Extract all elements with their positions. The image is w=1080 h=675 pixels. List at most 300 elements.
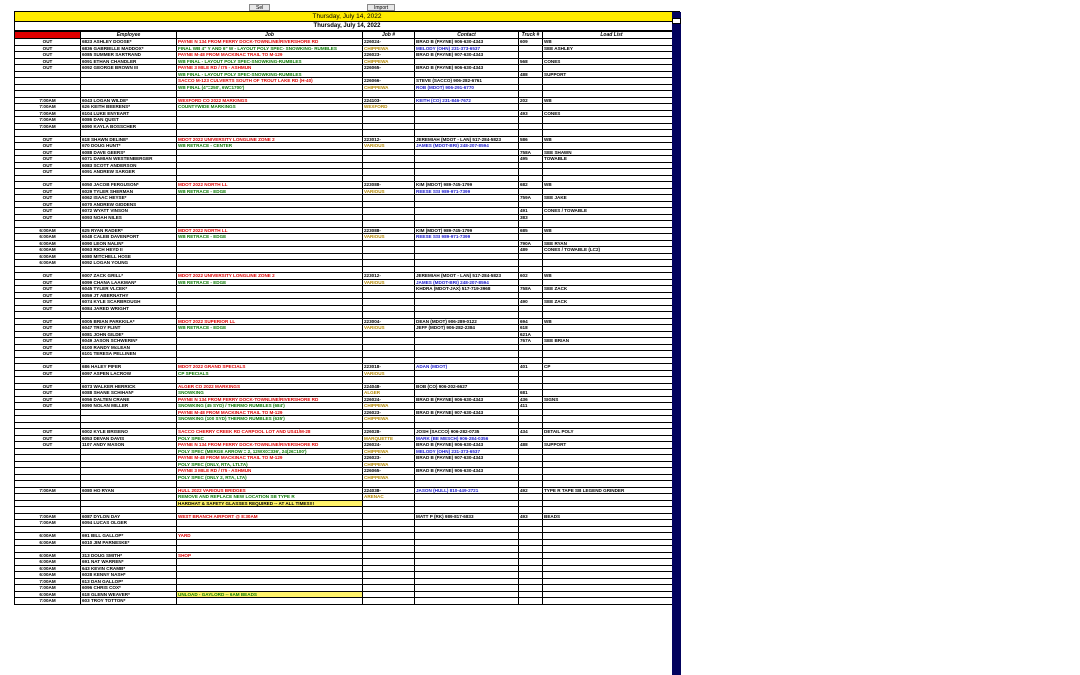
- time-cell[interactable]: OUT: [15, 396, 81, 403]
- job-cell[interactable]: PAYNE M-48 FROM MACKINAC TRAIL TO M-129: [177, 455, 363, 462]
- contact-cell[interactable]: JEREMIAH (MDOT - LAN) 517-284-5823: [415, 273, 519, 280]
- time-cell[interactable]: OUT: [15, 201, 81, 208]
- contact-cell[interactable]: BRAD B (PAYNE) 906-630-4343: [415, 39, 519, 46]
- employee-cell[interactable]: 643 KEVIN CRAMB*: [81, 565, 177, 572]
- time-cell[interactable]: OUT: [15, 403, 81, 410]
- job-number-cell[interactable]: 226028-: [363, 429, 415, 436]
- load-list-cell[interactable]: SEE ASHLEY: [543, 45, 681, 52]
- truck-cell[interactable]: 767A: [519, 338, 543, 345]
- time-cell[interactable]: OUT: [15, 169, 81, 176]
- employee-cell[interactable]: 6073 WALKER HERRICK: [81, 383, 177, 390]
- time-cell[interactable]: 6:00AM: [15, 247, 81, 254]
- job-number-cell[interactable]: CHIPPEWA: [363, 416, 415, 423]
- job-cell[interactable]: COUNTYWIDE MARKINGS: [177, 104, 363, 111]
- time-cell[interactable]: 6:00AM: [15, 565, 81, 572]
- employee-cell[interactable]: 618 SHAWN DELINE*: [81, 136, 177, 143]
- time-cell[interactable]: OUT: [15, 299, 81, 306]
- time-cell[interactable]: OUT: [15, 442, 81, 449]
- employee-cell[interactable]: 6099 CHANA LAAKMAN*: [81, 279, 177, 286]
- truck-cell[interactable]: 411: [519, 403, 543, 410]
- load-list-cell[interactable]: SEE ZACK: [543, 299, 681, 306]
- contact-cell[interactable]: BRAD B (PAYNE) 906-630-4343: [415, 396, 519, 403]
- time-cell[interactable]: 7:00AM: [15, 97, 81, 104]
- contact-cell[interactable]: BRAD B (PAYNE) 907-630-4343: [415, 409, 519, 416]
- truck-cell[interactable]: 493: [519, 110, 543, 117]
- load-list-cell[interactable]: BEADS: [543, 513, 681, 520]
- contact-cell[interactable]: JOSH (SACCO) 906-282-0735: [415, 429, 519, 436]
- contact-cell[interactable]: KEITH (CO) 231-846-7672: [415, 97, 519, 104]
- contact-cell[interactable]: KIM (MDOT) 989-745-1799: [415, 227, 519, 234]
- employee-cell[interactable]: 6097 ASPEN LACROW: [81, 370, 177, 377]
- time-cell[interactable]: 7:00AM: [15, 123, 81, 130]
- employee-cell[interactable]: 6090 KAYLA BOSSCHER: [81, 123, 177, 130]
- truck-cell[interactable]: 758A: [519, 149, 543, 156]
- job-number-cell[interactable]: CHIPPEWA: [363, 448, 415, 455]
- job-number-cell[interactable]: 226024-: [363, 39, 415, 46]
- time-cell[interactable]: 6:00AM: [15, 260, 81, 267]
- job-cell[interactable]: PAYNE N 134 FROM FERRY DOCK-TOWNLINE/RIVERSHORE RD: [177, 396, 363, 403]
- time-cell[interactable]: OUT: [15, 370, 81, 377]
- time-cell[interactable]: OUT: [15, 188, 81, 195]
- time-cell[interactable]: OUT: [15, 208, 81, 215]
- truck-cell[interactable]: 488: [519, 442, 543, 449]
- load-list-cell[interactable]: WB: [543, 318, 681, 325]
- job-number-cell[interactable]: 224103-: [363, 97, 415, 104]
- contact-cell[interactable]: STEVE (SACCO) 906-282-6761: [415, 78, 519, 85]
- contact-cell[interactable]: BRAD B (PAYNE) 907-630-4343: [415, 455, 519, 462]
- job-cell[interactable]: WEXFORD CO 2022 MARKINGS: [177, 97, 363, 104]
- time-cell[interactable]: OUT: [15, 162, 81, 169]
- time-cell[interactable]: OUT: [15, 383, 81, 390]
- job-number-cell[interactable]: CHIPPEWA: [363, 84, 415, 91]
- load-list-cell[interactable]: WB: [543, 273, 681, 280]
- load-list-cell[interactable]: DETAIL POLY: [543, 429, 681, 436]
- time-cell[interactable]: OUT: [15, 136, 81, 143]
- employee-cell[interactable]: 6049 JASON SCHWERIN*: [81, 338, 177, 345]
- job-cell[interactable]: WB RETRACE - EDGE: [177, 279, 363, 286]
- job-number-cell[interactable]: CHIPPEWA: [363, 474, 415, 481]
- job-number-cell[interactable]: CHIPPEWA: [363, 45, 415, 52]
- load-list-cell[interactable]: SEE JAKE: [543, 195, 681, 202]
- job-cell[interactable]: POLY SPEC: [177, 435, 363, 442]
- employee-cell[interactable]: 6029 TYLER SHERMAN: [81, 188, 177, 195]
- load-list-cell[interactable]: WB: [543, 227, 681, 234]
- load-list-cell[interactable]: CP: [543, 364, 681, 371]
- job-cell[interactable]: MDOT 2022 NORTH LL: [177, 182, 363, 189]
- time-cell[interactable]: 6:00AM: [15, 552, 81, 559]
- contact-cell[interactable]: KIM (MDOT) 989-745-1799: [415, 182, 519, 189]
- time-cell[interactable]: OUT: [15, 390, 81, 397]
- employee-cell[interactable]: 6045 TYLER VLCEK*: [81, 286, 177, 293]
- employee-cell[interactable]: 6100 RANDY McLEAN: [81, 344, 177, 351]
- time-cell[interactable]: 7:00AM: [15, 110, 81, 117]
- job-cell[interactable]: PAYNE M-48 FROM MACKINAC TRAIL TO M-129: [177, 52, 363, 59]
- truck-cell[interactable]: 790A: [519, 240, 543, 247]
- job-cell[interactable]: SNOWKING (45 SYD) / THERMO RUMBLES (684'): [177, 403, 363, 410]
- job-number-cell[interactable]: 226023-: [363, 455, 415, 462]
- contact-cell[interactable]: [415, 598, 519, 605]
- truck-cell[interactable]: 491: [519, 208, 543, 215]
- time-cell[interactable]: OUT: [15, 58, 81, 65]
- job-cell[interactable]: MDOT 2022 UNIVERSITY LONGLINE ZONE 2: [177, 273, 363, 280]
- time-cell[interactable]: 6:00AM: [15, 539, 81, 546]
- truck-cell[interactable]: 434: [519, 429, 543, 436]
- time-cell[interactable]: 6:00AM: [15, 572, 81, 579]
- time-cell[interactable]: 6:00AM: [15, 591, 81, 598]
- load-list-cell[interactable]: SUPPORT: [543, 71, 681, 78]
- truck-cell[interactable]: 489: [519, 247, 543, 254]
- time-cell[interactable]: 6:00AM: [15, 234, 81, 241]
- contact-cell[interactable]: JAMES (MDOT-BRI) 248-207-8594: [415, 143, 519, 150]
- truck-cell[interactable]: [519, 598, 543, 605]
- contact-cell[interactable]: JAMES (MDOT-BRI) 248-207-8594: [415, 279, 519, 286]
- contact-cell[interactable]: REESE SSI 989-971-7399: [415, 234, 519, 241]
- truck-cell[interactable]: 436: [519, 396, 543, 403]
- employee-cell[interactable]: 6101 TERESA PELLINEN: [81, 351, 177, 358]
- time-cell[interactable]: 7:00AM: [15, 578, 81, 585]
- load-list-cell[interactable]: WB: [543, 136, 681, 143]
- employee-cell[interactable]: 6070 ANDREW GIDDENS: [81, 201, 177, 208]
- employee-cell[interactable]: 6080 MITCHELL HOSE: [81, 253, 177, 260]
- contact-cell[interactable]: ADAN (MDOT): [415, 364, 519, 371]
- contact-cell[interactable]: JASON (HULL) 810-449-2721: [415, 487, 519, 494]
- job-number-cell[interactable]: 226066-: [363, 78, 415, 85]
- employee-cell[interactable]: 6043 LOGAN WILDE*: [81, 97, 177, 104]
- truck-cell[interactable]: 694: [519, 318, 543, 325]
- employee-cell[interactable]: 6063 RICH HEYD II: [81, 247, 177, 254]
- job-cell[interactable]: PAYNE N 134 FROM FERRY DOCK-TOWNLINE/RIVERSHORE RD: [177, 442, 363, 449]
- truck-cell[interactable]: 401: [519, 364, 543, 371]
- contact-cell[interactable]: JEREMIAH (MDOT - LAN) 517-284-5823: [415, 136, 519, 143]
- job-number-cell[interactable]: ARENAC: [363, 494, 415, 501]
- load-list-cell[interactable]: TOWABLE: [543, 156, 681, 163]
- job-number-cell[interactable]: WEXFORD: [363, 104, 415, 111]
- time-cell[interactable]: OUT: [15, 45, 81, 52]
- truck-cell[interactable]: 682: [519, 182, 543, 189]
- job-number-cell[interactable]: 223018-: [363, 364, 415, 371]
- job-cell[interactable]: ALGER CO 2022 MARKINGS: [177, 383, 363, 390]
- employee-cell[interactable]: 626 KEITH BEERENS*: [81, 104, 177, 111]
- employee-cell[interactable]: 6053 DEVAN DAVIS: [81, 435, 177, 442]
- employee-cell[interactable]: 6086 DAN QUIST: [81, 117, 177, 124]
- employee-cell[interactable]: 6007 ZACK GRILL*: [81, 273, 177, 280]
- time-cell[interactable]: 6:00AM: [15, 253, 81, 260]
- contact-cell[interactable]: KHDRA (MDOT-JAX) 517-719-3968: [415, 286, 519, 293]
- load-list-cell[interactable]: WB: [543, 97, 681, 104]
- job-cell[interactable]: HARDHAT & SAFETY GLASSES REQUIRED -- AT ALL TIMES!!!: [177, 500, 363, 507]
- truck-cell[interactable]: 586: [519, 136, 543, 143]
- employee-cell[interactable]: 625 RYAN RADER*: [81, 227, 177, 234]
- employee-cell[interactable]: 6104 LUKE ENYEART: [81, 110, 177, 117]
- employee-cell[interactable]: 6084 JARED WRIGHT: [81, 305, 177, 312]
- job-cell[interactable]: WB RETRACE - EDGE: [177, 188, 363, 195]
- contact-cell[interactable]: MATT P (RK) 989-817-6833: [415, 513, 519, 520]
- truck-cell[interactable]: 609: [519, 39, 543, 46]
- job-number-cell[interactable]: CHIPPEWA: [363, 58, 415, 65]
- truck-cell[interactable]: 488: [519, 71, 543, 78]
- job-number-cell[interactable]: 226065-: [363, 65, 415, 72]
- job-cell[interactable]: SNOWKING (100 SYD) THERMO RUMBLES (635'): [177, 416, 363, 423]
- job-number-cell[interactable]: 226065-: [363, 468, 415, 475]
- job-cell[interactable]: WB FINAL (4"=250', 6W=1700'): [177, 84, 363, 91]
- time-cell[interactable]: 6:00AM: [15, 240, 81, 247]
- time-cell[interactable]: OUT: [15, 195, 81, 202]
- employee-cell[interactable]: 6092 LOGAN YOUNG: [81, 260, 177, 267]
- truck-cell[interactable]: 681: [519, 390, 543, 397]
- employee-cell[interactable]: 6091 ETHAN CHANDLER: [81, 58, 177, 65]
- employee-cell[interactable]: 670 DOUG HUNT*: [81, 143, 177, 150]
- job-number-cell[interactable]: 223088-: [363, 182, 415, 189]
- employee-cell[interactable]: 6823 ASHLEY DOOSE*: [81, 39, 177, 46]
- truck-cell[interactable]: 495: [519, 156, 543, 163]
- job-cell[interactable]: WB FINAL - LAYOUT POLY SPEC-SNOWKING-RUMBLES: [177, 71, 363, 78]
- time-cell[interactable]: OUT: [15, 351, 81, 358]
- job-cell[interactable]: MDOT 2022 NORTH LL: [177, 227, 363, 234]
- time-cell[interactable]: OUT: [15, 435, 81, 442]
- contact-cell[interactable]: DEAN (MDOT) 906-289-0122: [415, 318, 519, 325]
- time-cell[interactable]: OUT: [15, 286, 81, 293]
- contact-cell[interactable]: BRAD B (PAYNE) 906-630-4343: [415, 65, 519, 72]
- time-cell[interactable]: OUT: [15, 143, 81, 150]
- load-list-cell[interactable]: CONES / TOWABLE (LC2): [543, 247, 681, 254]
- truck-cell[interactable]: 493: [519, 513, 543, 520]
- employee-cell[interactable]: 6074 KYLE SCARBROUGH: [81, 299, 177, 306]
- employee-cell[interactable]: 6010 JIM PARNESKE*: [81, 539, 177, 546]
- job-number-cell[interactable]: VARIOUS: [363, 325, 415, 332]
- employee-cell[interactable]: 6087 DYLON DAY: [81, 513, 177, 520]
- load-list-cell[interactable]: SEE BRIAN: [543, 338, 681, 345]
- employee-cell[interactable]: 6090 NOLAN MILLER: [81, 403, 177, 410]
- truck-cell[interactable]: 618: [519, 325, 543, 332]
- truck-cell[interactable]: 490: [519, 299, 543, 306]
- load-list-cell[interactable]: SEE SHAWN: [543, 149, 681, 156]
- job-cell[interactable]: POLY SPEC (ONLY, RTA, LTLTA): [177, 461, 363, 468]
- employee-cell[interactable]: 6094 LUCAS OLGER: [81, 520, 177, 527]
- employee-cell[interactable]: 603 TROY TOTTON*: [81, 598, 177, 605]
- employee-cell[interactable]: 691 NAT WARREN*: [81, 559, 177, 566]
- time-cell[interactable]: OUT: [15, 331, 81, 338]
- employee-cell[interactable]: 686 HALEY PIFER: [81, 364, 177, 371]
- time-cell[interactable]: 7:00AM: [15, 520, 81, 527]
- employee-cell[interactable]: 6005 BRIAN PARKKILA*: [81, 318, 177, 325]
- job-cell[interactable]: WB FINAL - LAYOUT POLY SPEC-SNOWKING-RUMBLES: [177, 58, 363, 65]
- employee-cell[interactable]: 691 BILL GALLOP*: [81, 533, 177, 540]
- job-number-cell[interactable]: 224048-: [363, 383, 415, 390]
- employee-cell[interactable]: 6096 CHRIS COX*: [81, 585, 177, 592]
- employee-cell[interactable]: 6028 KENNY NASH*: [81, 572, 177, 579]
- contact-cell[interactable]: ROB (MDOT) 906-291-6770: [415, 84, 519, 91]
- time-cell[interactable]: OUT: [15, 149, 81, 156]
- job-number-cell[interactable]: [363, 598, 415, 605]
- load-list-cell[interactable]: SUPPORT: [543, 442, 681, 449]
- job-cell[interactable]: PAYNE M-48 FROM MACKINAC TRAIL TO M-129: [177, 409, 363, 416]
- time-cell[interactable]: OUT: [15, 182, 81, 189]
- job-cell[interactable]: [177, 598, 363, 605]
- job-cell[interactable]: SNOWKING: [177, 390, 363, 397]
- truck-cell[interactable]: 621A: [519, 331, 543, 338]
- employee-cell[interactable]: 6092 GEORGE BROWN III: [81, 65, 177, 72]
- job-cell[interactable]: WB RETRACE - EDGE: [177, 234, 363, 241]
- table-row[interactable]: [15, 598, 681, 605]
- job-cell[interactable]: PAYNE 3 MILE RD / I75 - ASHMUN: [177, 65, 363, 72]
- job-cell[interactable]: UNLOAD - GAYLORD -- 6AM BEADS: [177, 591, 363, 598]
- job-number-cell[interactable]: 226024-: [363, 396, 415, 403]
- job-cell[interactable]: MDOT 2022 GRAND SPECIALS: [177, 364, 363, 371]
- contact-cell[interactable]: MARK (BE MESCH) 906-284-0356: [415, 435, 519, 442]
- scrollbar[interactable]: [672, 12, 681, 675]
- time-cell[interactable]: 7:00AM: [15, 117, 81, 124]
- job-number-cell[interactable]: 223012-: [363, 273, 415, 280]
- job-number-cell[interactable]: CHIPPEWA: [363, 461, 415, 468]
- time-cell[interactable]: OUT: [15, 156, 81, 163]
- employee-cell[interactable]: 6056 DALTEN CRANE: [81, 396, 177, 403]
- contact-cell[interactable]: MELODY (OHN) 231-373-6537: [415, 45, 519, 52]
- time-cell[interactable]: 7:00AM: [15, 585, 81, 592]
- time-cell[interactable]: 6:00AM: [15, 559, 81, 566]
- job-number-cell[interactable]: VARIOUS: [363, 143, 415, 150]
- job-cell[interactable]: WB RETRACE - EDGE: [177, 325, 363, 332]
- job-number-cell[interactable]: 223012-: [363, 136, 415, 143]
- employee-cell[interactable]: 6088 SHANE SCHIHAN*: [81, 390, 177, 397]
- job-cell[interactable]: POLY SPEC (ONLY 2, RTA, LTA): [177, 474, 363, 481]
- job-number-cell[interactable]: 226024-: [363, 442, 415, 449]
- truck-cell[interactable]: 202: [519, 97, 543, 104]
- job-number-cell[interactable]: VARIOUS: [363, 234, 415, 241]
- job-cell[interactable]: MDOT 2022 SUPERIOR LL: [177, 318, 363, 325]
- time-cell[interactable]: OUT: [15, 429, 81, 436]
- employee-cell[interactable]: 6047 TROY FLINT: [81, 325, 177, 332]
- employee-cell[interactable]: 6081 JOHN GILDE*: [81, 331, 177, 338]
- job-number-cell[interactable]: VARIOUS: [363, 188, 415, 195]
- employee-cell[interactable]: 6072 WYATT VINSON: [81, 208, 177, 215]
- job-cell[interactable]: POLY SPEC (MERGE ARROW = 2, 12WX0=336', 24(26=100'): [177, 448, 363, 455]
- job-cell[interactable]: WB RETRACE - CENTER: [177, 143, 363, 150]
- time-cell[interactable]: OUT: [15, 292, 81, 299]
- contact-cell[interactable]: MELODY (OHN) 231-373-6537: [415, 448, 519, 455]
- import-button[interactable]: Import: [367, 4, 395, 11]
- truck-cell[interactable]: 685: [519, 227, 543, 234]
- employee-cell[interactable]: 313 DOUG SMITH*: [81, 552, 177, 559]
- employee-cell[interactable]: 6048 CALEB DAVENPORT: [81, 234, 177, 241]
- sel-button[interactable]: Sel: [249, 4, 270, 11]
- contact-cell[interactable]: BOB (CO) 906-202-6627: [415, 383, 519, 390]
- job-number-cell[interactable]: VARIOUS: [363, 279, 415, 286]
- employee-cell[interactable]: 6080 HO RYAN: [81, 487, 177, 494]
- job-cell[interactable]: PAYNE 3 MILE RD / I75 - ASHMUN: [177, 468, 363, 475]
- employee-cell[interactable]: 6090 LEON NALIN*: [81, 240, 177, 247]
- time-cell[interactable]: OUT: [15, 344, 81, 351]
- time-cell[interactable]: OUT: [15, 305, 81, 312]
- employee-cell[interactable]: 6083 SCOTT ANDERSON: [81, 162, 177, 169]
- contact-cell[interactable]: BRAD B (PAYNE) 906-630-4343: [415, 468, 519, 475]
- job-number-cell[interactable]: 224038-: [363, 487, 415, 494]
- time-cell[interactable]: 7:00AM: [15, 104, 81, 111]
- truck-cell[interactable]: 758A: [519, 286, 543, 293]
- employee-cell[interactable]: 6059 JT ABERNATHY: [81, 292, 177, 299]
- job-cell[interactable]: YARD: [177, 533, 363, 540]
- time-cell[interactable]: 6:00AM: [15, 533, 81, 540]
- load-list-cell[interactable]: WB: [543, 182, 681, 189]
- job-number-cell[interactable]: 226023-: [363, 52, 415, 59]
- time-cell[interactable]: OUT: [15, 65, 81, 72]
- job-cell[interactable]: FINAL WB 4" Y AND 6" W - LAYOUT POLY SPEC- SNOWKING- RUMBLES: [177, 45, 363, 52]
- time-cell[interactable]: 7:00AM: [15, 598, 81, 605]
- employee-cell[interactable]: 6050 JACOB FERGUSON*: [81, 182, 177, 189]
- job-cell[interactable]: SACCO CHERRY CREEK RD CARPOOL LOT AND US41/M-28: [177, 429, 363, 436]
- load-list-cell[interactable]: [543, 598, 681, 605]
- time-cell[interactable]: OUT: [15, 364, 81, 371]
- contact-cell[interactable]: JEFF (MDOT) 906-282-2384: [415, 325, 519, 332]
- time-cell[interactable]: OUT: [15, 214, 81, 221]
- contact-cell[interactable]: BRAD B (PAYNE) 907-630-4343: [415, 52, 519, 59]
- time-cell[interactable]: OUT: [15, 52, 81, 59]
- scroll-thumb[interactable]: [672, 18, 681, 24]
- job-number-cell[interactable]: ALGER: [363, 390, 415, 397]
- employee-cell[interactable]: 6093 NOAH NILES: [81, 214, 177, 221]
- contact-cell[interactable]: REESE SSI 989-971-7399: [415, 188, 519, 195]
- time-cell[interactable]: OUT: [15, 318, 81, 325]
- job-cell[interactable]: WEST BRANCH AIRPORT @ 8:30AM: [177, 513, 363, 520]
- employee-cell[interactable]: 6071 DAMIAN WESTENBERGER: [81, 156, 177, 163]
- job-number-cell[interactable]: VARIOUS: [363, 370, 415, 377]
- load-list-cell[interactable]: CONES: [543, 58, 681, 65]
- job-cell[interactable]: PAYNE N 134 FROM FERRY DOCK-TOWNLINE/RIVERSHORE RD: [177, 39, 363, 46]
- load-list-cell[interactable]: CONES: [543, 110, 681, 117]
- load-list-cell[interactable]: SEE RYAN: [543, 240, 681, 247]
- load-list-cell[interactable]: SIGNS: [543, 396, 681, 403]
- truck-cell[interactable]: 383: [519, 214, 543, 221]
- employee-cell[interactable]: 6002 KYLE BRISENO: [81, 429, 177, 436]
- employee-cell[interactable]: 6836 GABRIELLE MADDOX*: [81, 45, 177, 52]
- contact-cell[interactable]: BRAD B (PAYNE) 906-630-4343: [415, 442, 519, 449]
- job-cell[interactable]: REMOVE AND REPLACE NEW LOCATION SB TYPE R: [177, 494, 363, 501]
- truck-cell[interactable]: 602: [519, 273, 543, 280]
- time-cell[interactable]: OUT: [15, 325, 81, 332]
- time-cell[interactable]: OUT: [15, 39, 81, 46]
- job-cell[interactable]: SHOP: [177, 552, 363, 559]
- load-list-cell[interactable]: WB: [543, 39, 681, 46]
- truck-cell[interactable]: 759A: [519, 195, 543, 202]
- load-list-cell[interactable]: SEE ZACK: [543, 286, 681, 293]
- employee-cell[interactable]: 6091 ANDREW SARGER: [81, 169, 177, 176]
- employee-cell[interactable]: 6085 SUMMER SARTRAND: [81, 52, 177, 59]
- employee-cell[interactable]: 618 GLENN WEAVER*: [81, 591, 177, 598]
- time-cell[interactable]: 7:00AM: [15, 487, 81, 494]
- load-list-cell[interactable]: TYPE R TAPE SB LEGEND GRINDER: [543, 487, 681, 494]
- load-list-cell[interactable]: CONES / TOWABLE: [543, 208, 681, 215]
- employee-cell[interactable]: 613 DAN GALLOP*: [81, 578, 177, 585]
- job-number-cell[interactable]: MARQUETTE: [363, 435, 415, 442]
- time-cell[interactable]: OUT: [15, 279, 81, 286]
- job-cell[interactable]: SACCO M-123 CULVERTS SOUTH OF TROUT LAKE RD (H-40): [177, 78, 363, 85]
- time-cell[interactable]: 7:00AM: [15, 513, 81, 520]
- truck-cell[interactable]: 492: [519, 487, 543, 494]
- time-cell[interactable]: OUT: [15, 338, 81, 345]
- job-cell[interactable]: HULL 2022 VARIOUS BRIDGES: [177, 487, 363, 494]
- job-number-cell[interactable]: 226023-: [363, 409, 415, 416]
- employee-cell[interactable]: 1107 ANDY MASON: [81, 442, 177, 449]
- time-cell[interactable]: 6:00AM: [15, 227, 81, 234]
- job-cell[interactable]: CP SPECIALS: [177, 370, 363, 377]
- job-number-cell[interactable]: 223004-: [363, 318, 415, 325]
- job-number-cell[interactable]: 223088-: [363, 227, 415, 234]
- truck-cell[interactable]: 568: [519, 58, 543, 65]
- job-cell[interactable]: MDOT 2022 UNIVERSITY LONGLINE ZONE 2: [177, 136, 363, 143]
- employee-cell[interactable]: 6062 ISAAC HEYSE*: [81, 195, 177, 202]
- employee-cell[interactable]: 6088 DAVE GEERS*: [81, 149, 177, 156]
- time-cell[interactable]: OUT: [15, 273, 81, 280]
- job-number-cell[interactable]: CHIPPEWA: [363, 403, 415, 410]
